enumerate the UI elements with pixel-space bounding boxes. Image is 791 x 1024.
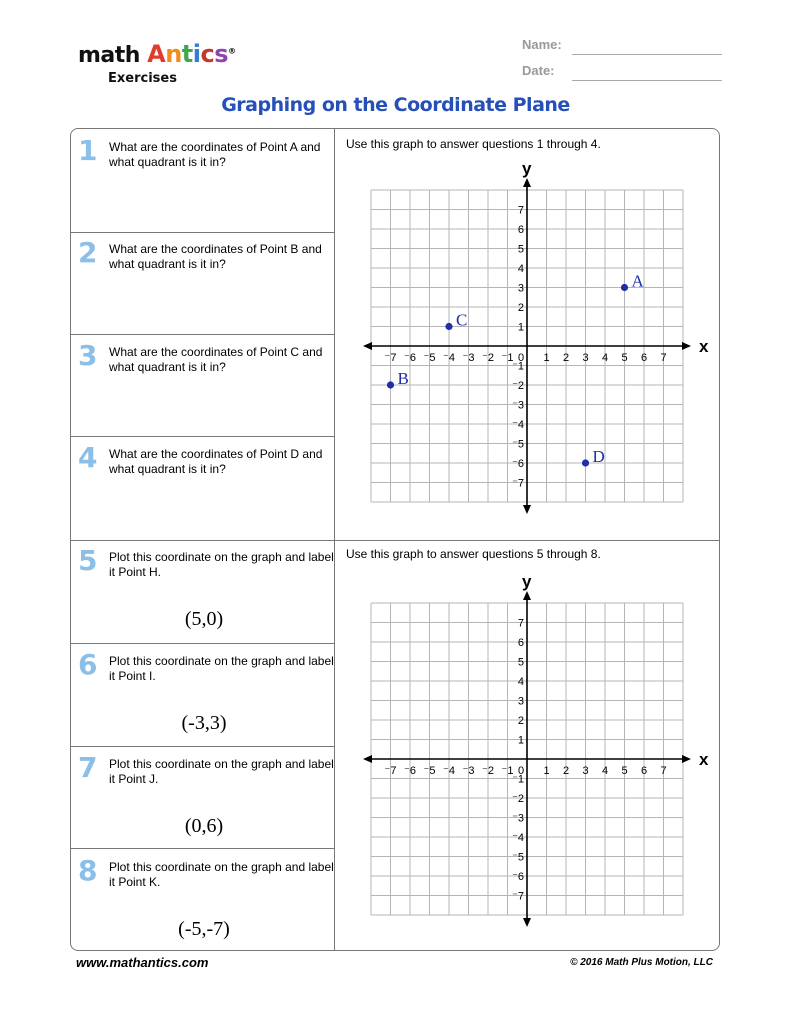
question-coordinate: (-3,3) (181, 712, 227, 734)
x-axis-arrow-left (363, 755, 372, 763)
x-tick-label: ⁻5 (423, 352, 436, 364)
math-antics-logo (78, 40, 236, 92)
y-tick-label: ⁻6 (512, 871, 524, 883)
x-tick-label: 6 (640, 765, 648, 777)
y-tick-label: ⁻3 (512, 812, 524, 825)
question-5 (78, 544, 334, 641)
x-tick-label: 7 (660, 352, 667, 364)
question-text: Plot this coordinate on the graph and label it Point H. (109, 550, 334, 579)
question-coordinate: (5,0) (184, 608, 224, 630)
y-tick-label: 5 (517, 656, 524, 669)
logo-subtitle: Exercises (108, 71, 177, 86)
name-label: Name: (522, 37, 562, 52)
y-tick-label: ⁻7 (512, 477, 524, 490)
data-point-d (582, 459, 589, 466)
x-tick-label: 0 (517, 352, 525, 364)
question-1 (78, 136, 330, 231)
x-tick-label: 2 (562, 352, 570, 364)
section-divider (70, 540, 720, 541)
x-axis-label: x (699, 750, 709, 769)
question-divider (70, 848, 334, 849)
question-number: 5 (78, 544, 98, 577)
question-text: What are the coordinates of Point C and what quadrant is it in? (109, 345, 323, 374)
x-tick-label: 5 (621, 765, 628, 777)
x-tick-label: ⁻1 (501, 765, 514, 777)
logo-letter: A (147, 40, 166, 68)
graph-instructions: Use this graph to answer questions 1 through 4. (346, 137, 601, 151)
data-point-label: A (631, 271, 644, 291)
x-axis-label: x (699, 337, 709, 356)
footer-copyright: © 2016 Math Plus Motion, LLC (570, 957, 713, 968)
data-point-c (445, 323, 452, 330)
y-tick-label: ⁻4 (512, 419, 524, 431)
x-tick-label: ⁻2 (482, 352, 494, 364)
y-tick-label: 5 (517, 243, 524, 256)
y-tick-label: ⁻3 (512, 399, 524, 412)
x-axis-arrow-right (682, 755, 691, 763)
question-6 (78, 648, 334, 745)
logo-letter: s (214, 40, 229, 68)
x-tick-label: ⁻2 (482, 765, 494, 777)
logo-math-text: math (78, 43, 140, 68)
question-divider (70, 643, 334, 644)
coordinate-plane-1[interactable] (355, 159, 709, 505)
x-tick-label: ⁻1 (501, 352, 514, 364)
y-tick-label: ⁻5 (512, 851, 524, 864)
y-axis-label: y (522, 572, 532, 591)
question-divider (70, 746, 334, 747)
x-axis-arrow-right (682, 342, 691, 350)
logo-wordmark (78, 40, 236, 68)
x-tick-label: ⁻7 (384, 765, 397, 777)
question-text: Plot this coordinate on the graph and label it Point K. (109, 860, 334, 889)
y-tick-label: ⁻5 (512, 438, 524, 451)
x-tick-label: 4 (601, 765, 609, 777)
logo-letter: n (165, 40, 182, 68)
date-field[interactable] (522, 63, 722, 85)
y-tick-label: ⁻1 (512, 360, 524, 373)
logo-reg-mark: ® (228, 46, 236, 56)
question-8 (78, 854, 334, 951)
y-tick-label: 6 (517, 224, 524, 236)
x-tick-label: 1 (543, 352, 550, 364)
y-tick-label: ⁻4 (512, 832, 524, 844)
x-tick-label: 6 (640, 352, 648, 364)
question-number: 1 (78, 134, 98, 167)
y-tick-label: ⁻6 (512, 458, 524, 470)
x-tick-label: ⁻5 (423, 765, 436, 777)
question-number: 7 (78, 751, 98, 784)
question-text: What are the coordinates of Point A and what quadrant is it in? (109, 140, 321, 169)
question-7 (78, 751, 334, 848)
x-tick-label: ⁻7 (384, 352, 397, 364)
graph-instructions: Use this graph to answer questions 5 through 8. (346, 547, 601, 561)
x-tick-label: 0 (517, 765, 525, 777)
name-field[interactable] (522, 37, 722, 59)
question-divider (70, 436, 334, 437)
data-point-b (387, 381, 394, 388)
y-tick-label: 1 (517, 321, 524, 334)
y-tick-label: 3 (517, 695, 524, 708)
data-point-label: B (397, 369, 409, 388)
x-tick-label: 2 (562, 765, 570, 777)
x-tick-label: ⁻6 (404, 765, 416, 777)
y-axis-label: y (522, 159, 532, 178)
question-number: 6 (78, 648, 98, 681)
footer-website: www.mathantics.com (76, 955, 209, 970)
x-tick-label: 3 (582, 352, 589, 364)
question-number: 2 (78, 236, 98, 269)
x-tick-label: 4 (601, 352, 609, 364)
page-title: Graphing on the Coordinate Plane (221, 94, 570, 116)
x-tick-label: 7 (660, 765, 667, 777)
x-tick-label: 3 (582, 765, 589, 777)
x-tick-label: ⁻3 (462, 352, 475, 364)
y-tick-label: 2 (517, 715, 524, 727)
data-point-label: C (456, 310, 468, 330)
y-tick-label: ⁻7 (512, 890, 524, 903)
question-text: What are the coordinates of Point D and what quadrant is it in? (109, 447, 323, 476)
x-tick-label: 5 (621, 352, 628, 364)
y-tick-label: ⁻1 (512, 773, 524, 786)
logo-letter: c (200, 40, 215, 68)
question-coordinate: (0,6) (184, 815, 224, 837)
coordinate-plane-svg[interactable] (355, 572, 709, 918)
question-divider (70, 334, 334, 335)
y-tick-label: 4 (517, 676, 524, 688)
y-axis-arrow-up (523, 591, 531, 600)
x-tick-label: ⁻4 (443, 352, 455, 364)
question-4 (78, 443, 330, 538)
date-label: Date: (522, 63, 555, 78)
y-tick-label: 6 (517, 637, 524, 649)
question-number: 8 (78, 854, 98, 887)
question-3 (78, 341, 330, 436)
y-tick-label: 2 (517, 302, 524, 314)
coordinate-plane-svg[interactable] (355, 159, 709, 505)
question-number: 4 (78, 441, 98, 474)
logo-letter: i (192, 40, 201, 68)
question-text: What are the coordinates of Point B and what quadrant is it in? (109, 242, 322, 271)
question-2 (78, 238, 330, 333)
question-text: Plot this coordinate on the graph and label it Point I. (109, 654, 334, 683)
logo-antics-text (147, 40, 229, 68)
x-tick-label: 1 (543, 765, 550, 777)
y-tick-label: ⁻2 (512, 380, 524, 392)
y-axis-arrow-up (523, 178, 531, 187)
question-coordinate: (-5,-7) (178, 918, 230, 940)
coordinate-plane-2[interactable] (355, 572, 709, 918)
y-tick-label: 3 (517, 282, 524, 295)
question-divider (70, 232, 334, 233)
question-text: Plot this coordinate on the graph and label it Point J. (109, 757, 334, 786)
x-tick-label: ⁻6 (404, 352, 416, 364)
x-tick-label: ⁻3 (462, 765, 475, 777)
y-tick-label: 7 (517, 204, 524, 217)
name-line (572, 54, 722, 55)
y-tick-label: ⁻2 (512, 793, 524, 805)
date-line (572, 80, 722, 81)
data-point-label: D (592, 447, 605, 466)
x-tick-label: ⁻4 (443, 765, 455, 777)
question-number: 3 (78, 339, 98, 372)
data-point-a (621, 284, 628, 291)
x-axis-arrow-left (363, 342, 372, 350)
y-tick-label: 4 (517, 263, 524, 275)
y-tick-label: 7 (517, 617, 524, 630)
logo-letter: t (181, 40, 193, 68)
y-tick-label: 1 (517, 734, 524, 747)
